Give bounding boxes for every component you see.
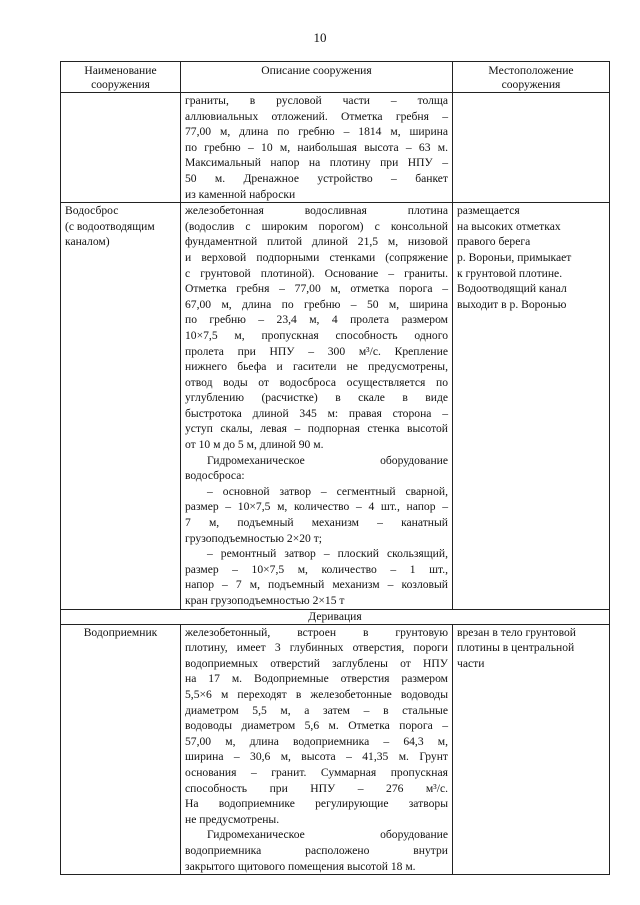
name-cell: Водоприемник	[61, 624, 181, 875]
description-cell: железобетонная водосливная плотина (водослив с широким порогом) с консольной фундаментной плитой длиной 21,5 м, низовой и верховой подпорными стенками (сопряжение с грунтовой плотиной). Основание – граниты. Отметка гребня – 77,00 м, отметка порога – 67,00 м, длина по гребню – 50 м, ширина по гребню – 23,4 м, 4 пролета размером 10×7,5 м, пропускная способность одного пролета при НПУ – 300 м³/с. Крепление нижнего бьефа и гасители не предусмотрены, отвод воды от водосброса осуществляется по углублению (расчистке) в скале в виде быстротока длиной 345 м: правая сторона – уступ скалы, левая – подпорная стенка высотой от 10 м до 5 м, длиной 90 м. Гидромеханическое оборудование водосброса: – основной затвор – сегментный сварной, размер – 10×7,5 м, количество – 4 шт., напор – 7 м, подъемный механизм – канатный грузоподъемностью 2×20 т; – ремонтный затвор – плоский скользящий, размер – 10×7,5 м, количество – 1 шт., напор – 7 м, подъемный механизм – козловый кран грузоподъемностью 2×15 т	[181, 203, 453, 609]
name-cell	[61, 93, 181, 203]
table-header-row	[61, 62, 610, 93]
location-cell: размещается на высоких отметках правого берега р. Вороньи, примыкает к грунтовой плотине. Водоотводящий канал выходит в р. Воронью	[453, 203, 610, 609]
table-row	[61, 624, 610, 875]
description-cell: железобетонный, встроен в грунтовую плотину, имеет 3 глубинных отверстия, пороги водоприемных отверстий заглублены от НПУ на 17 м. Водоприемные отверстия размером 5,5×6 м переходят в железобетонные водоводы диаметром 5,5 м, а затем – в стальные водоводы диаметром 5,6 м. Отметка порога – 57,00 м, длина водоприемника – 64,3 м, ширина – 30,6 м, высота – 41,35 м. Грунт основания – гранит. Суммарная пропускная способность при НПУ – 276 м³/с. На водоприемнике регулирующие затворы не предусмотрены. Гидромеханическое оборудование водоприемника расположено внутри закрытого щитового помещения высотой 18 м.	[181, 624, 453, 875]
description-cell: граниты, в русловой части – толща аллювиальных отложений. Отметка гребня – 77,00 м, длина по гребню – 1814 м, ширина по гребню – 10 м, наибольшая высота – 63 м. Максимальный напор на плотину при НПУ – 50 м. Дренажное устройство – банкет из каменной наброски	[181, 93, 453, 203]
table-row	[61, 203, 610, 609]
name-cell: Водосброс (с водоотводящим каналом)	[61, 203, 181, 609]
header-location: Местоположение сооружения	[453, 62, 610, 93]
structures-table	[60, 61, 610, 875]
table-row	[61, 93, 610, 203]
header-name: Наименование сооружения	[61, 62, 181, 93]
section-row	[61, 609, 610, 624]
page-number: 10	[313, 30, 327, 45]
location-cell	[453, 93, 610, 203]
header-description: Описание сооружения	[181, 62, 453, 93]
section-title: Деривация	[61, 609, 610, 624]
location-cell: врезан в тело грунтовой плотины в центральной части	[453, 624, 610, 875]
